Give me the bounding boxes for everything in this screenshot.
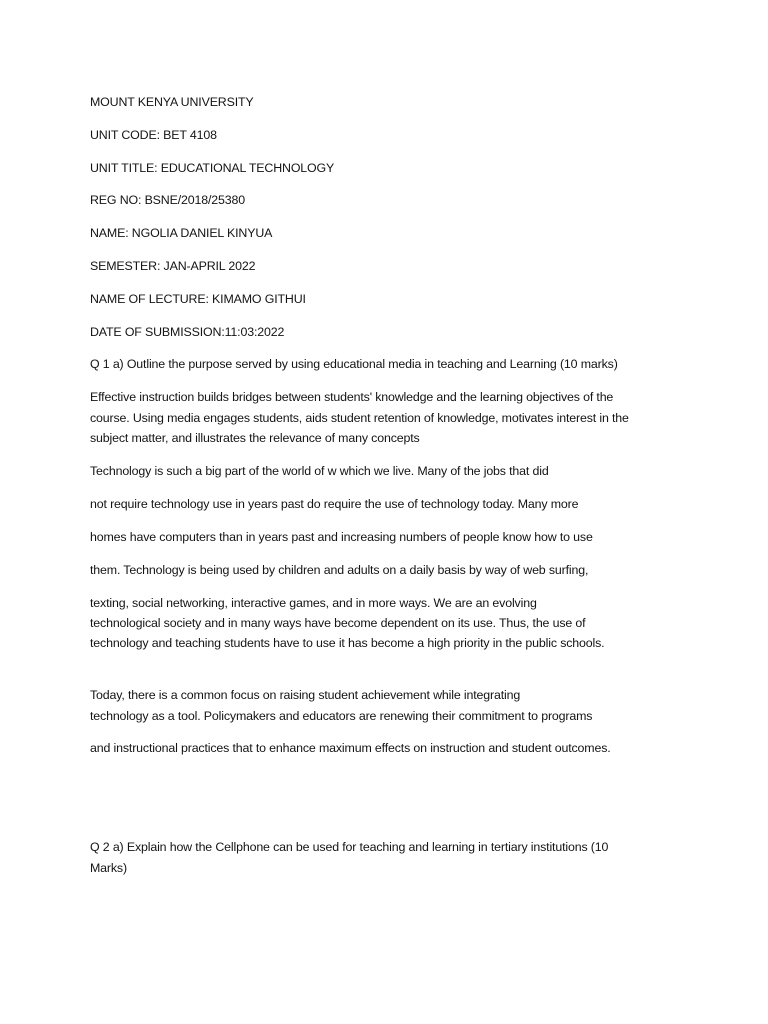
q1-para3-line: and instructional practices that to enhance maximum effects on instruction and student outcomes.: [90, 741, 611, 755]
q1-para1-line: Effective instruction builds bridges between students' knowledge and the learning objectives of the: [90, 390, 614, 404]
q1-question: Q 1 a) Outline the purpose served by using educational media in teaching and Learning (10 marks): [90, 357, 618, 371]
q1-para1-line: subject matter, and illustrates the relevance of many concepts: [90, 431, 420, 445]
q1-para2-line: technological society and in many ways have become dependent on its use. Thus, the use of: [90, 616, 586, 630]
submission-date: DATE OF SUBMISSION:11:03:2022: [90, 325, 285, 339]
q2-question-cont: Marks): [90, 861, 127, 875]
q1-para3-line: technology as a tool. Policymakers and educators are renewing their commitment to programs: [90, 709, 593, 723]
q1-para1-line: course. Using media engages students, aids student retention of knowledge, motivates interest in the: [90, 411, 629, 425]
q1-para2-line: texting, social networking, interactive games, and in more ways. We are an evolving: [90, 596, 537, 610]
semester: SEMESTER: JAN-APRIL 2022: [90, 259, 256, 273]
q1-para2-line: technology and teaching students have to use it has become a high priority in the public schools.: [90, 636, 605, 650]
q1-para3-line: Today, there is a common focus on raising student achievement while integrating: [90, 688, 521, 702]
q1-para2-line: them. Technology is being used by children and adults on a daily basis by way of web surfing,: [90, 563, 589, 577]
unit-code: UNIT CODE: BET 4108: [90, 128, 217, 142]
q2-question: Q 2 a) Explain how the Cellphone can be used for teaching and learning in tertiary institutions (10: [90, 840, 609, 854]
q1-para2-line: homes have computers than in years past and increasing numbers of people know how to use: [90, 530, 593, 544]
q1-para2-line: not require technology use in years past do require the use of technology today. Many more: [90, 497, 579, 511]
reg-no: REG NO: BSNE/2018/25380: [90, 193, 245, 207]
student-name: NAME: NGOLIA DANIEL KINYUA: [90, 226, 273, 240]
university-name: MOUNT KENYA UNIVERSITY: [90, 95, 254, 109]
q1-para2-line: Technology is such a big part of the world of w which we live. Many of the jobs that did: [90, 464, 549, 478]
lecturer-name: NAME OF LECTURE: KIMAMO GITHUI: [90, 292, 306, 306]
unit-title: UNIT TITLE: EDUCATIONAL TECHNOLOGY: [90, 161, 335, 175]
